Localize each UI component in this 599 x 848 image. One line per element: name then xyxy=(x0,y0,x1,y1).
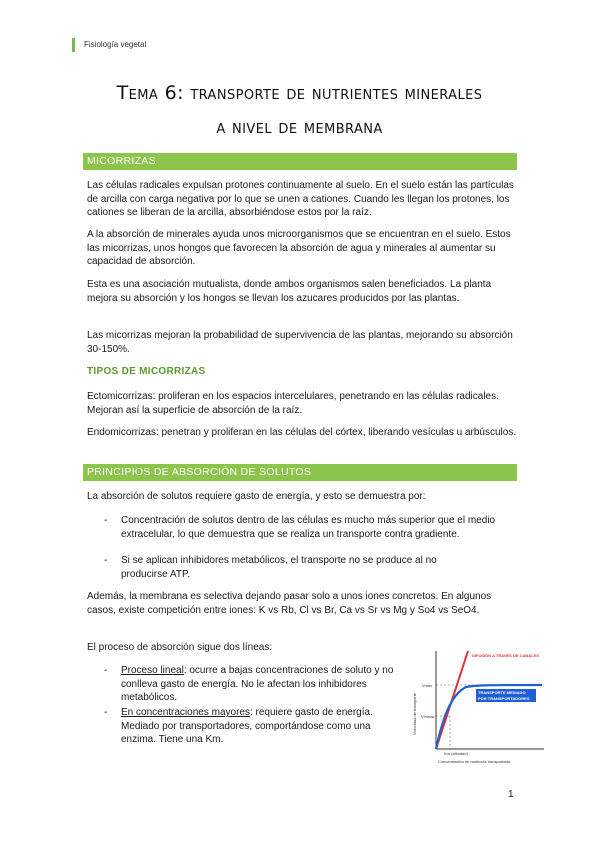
paragraph: Endomicorrizas: penetran y proliferan en las células del córtex, liberando vesículas u arbúsculos. xyxy=(87,427,517,438)
bullet-dash: - xyxy=(104,665,108,676)
paragraph: Las micorrizas mejoran la probabilidad de supervivencia de las plantas, mejorando su absorción 30-150%. xyxy=(87,330,513,355)
term-underlined: Proceso lineal xyxy=(121,665,184,676)
paragraph: A la absorción de minerales ayuda unos microorganismos que se encuentran en el suelo. Estos las micorrizas, unos hongos que favorecen la absorción de agua y minerales al aumentar su capacidad de absorción. xyxy=(87,229,511,268)
page-title-line-2: a nivel de membrana xyxy=(216,116,383,138)
absorption-line-item xyxy=(121,706,403,747)
transport-kinetics-figure xyxy=(408,643,548,767)
page-title-line-1: Tema 6: transporte de nutrientes minerales xyxy=(116,82,483,104)
half-vmax-label: V½max xyxy=(421,714,435,719)
page-number: 1 xyxy=(508,789,514,800)
subheading-tipos-micorrizas: TIPOS DE MICORRIZAS xyxy=(87,366,206,377)
paragraph: Además, la membrana es selectiva dejando pasar solo a unos iones concretos. En algunos casos, existe competición entre iones: K vs Rb, Cl vs Br, Ca vs Sr vs Mg y So4 vs SeO4. xyxy=(87,591,492,616)
y-axis-label: Velocidad de transporte xyxy=(412,692,417,735)
paragraph: Las células radicales expulsan protones continuamente al suelo. En el suelo están las partículas de arcilla con carga negativa por lo que se unen a cationes. Cuando les llegan los protones, los cationes se liberan de la arcilla, absorbiéndose estos por la raíz. xyxy=(87,180,514,219)
running-title: Fisiología vegetal xyxy=(84,40,147,49)
bullet-dash: - xyxy=(104,515,108,526)
transport-label-line-1: TRANSPORTE MEDIADO xyxy=(478,690,526,695)
bullet-item: Si se aplican inhibidores metabólicos, el transporte no se produce al no producirse ATP. xyxy=(121,555,437,580)
term-description: : requiere gasto de energía. Mediado por transportadores, comportándose como una enzima. Tiene una Km. xyxy=(121,707,373,746)
absorption-line-item xyxy=(121,664,403,705)
term-description: : ocurre a bajas concentraciones de soluto y no conlleva gasto de energía. No le afectan los inhibidores metabólicos. xyxy=(121,665,394,704)
x-axis-label: Concentración de molécula transportada xyxy=(438,759,511,764)
term-underlined: En concentraciones mayores xyxy=(121,707,250,718)
bullet-item: Concentración de solutos dentro de las células es mucho más superior que el medio extracelular, lo que demuestra que se realiza un transporte contra gradiente. xyxy=(121,515,496,540)
section-heading-micorrizas: MICORRIZAS xyxy=(83,153,517,170)
section-heading-principios: PRINCIPIOS DE ABSORCIÓN DE SOLUTOS xyxy=(83,464,517,481)
km-label: Km (afinidad) xyxy=(444,751,468,756)
vmax-label: Vmax xyxy=(422,683,433,688)
transport-label-line-2: POR TRANSPORTADORES xyxy=(478,696,530,701)
running-header xyxy=(72,38,146,52)
paragraph: La absorción de solutos requiere gasto de energía, y esto se demuestra por: xyxy=(87,491,426,502)
paragraph: El proceso de absorción sigue dos líneas: xyxy=(87,642,273,653)
diffusion-label: DIFUSIÓN A TRAVÉS DE CANALES xyxy=(472,653,539,658)
paragraph: Ectomicorrizas: proliferan en los espacios intercelulares, penetrando en las células radicales. Mejoran así la superficie de absorción de la raíz. xyxy=(87,391,499,416)
bullet-dash: - xyxy=(104,555,108,566)
bullet-dash: - xyxy=(104,707,108,718)
paragraph: Esta es una asociación mutualista, donde ambos organismos salen beneficiados. La planta mejora su absorción y los hongos se llevan los azucares producidos por las plantas. xyxy=(87,279,492,304)
